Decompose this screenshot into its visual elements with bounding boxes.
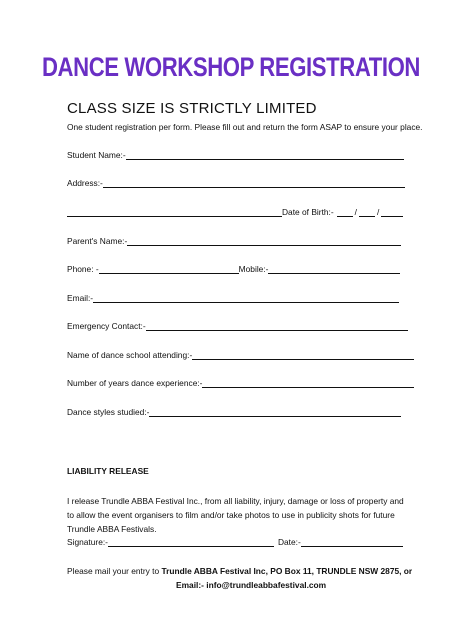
address-field-2[interactable] xyxy=(67,206,282,217)
mail-email-address[interactable]: info@trundleabbafestival.com xyxy=(206,580,327,590)
mail-instructions xyxy=(67,566,412,576)
address-label: Address:- xyxy=(67,178,103,188)
parent-name-label: Parent's Name:- xyxy=(67,236,128,246)
dob-separator: / xyxy=(377,207,380,217)
school-field[interactable] xyxy=(192,349,414,360)
phone-row xyxy=(67,260,400,274)
student-name-row xyxy=(67,146,404,160)
student-name-label: Student Name:- xyxy=(67,150,126,160)
address-row xyxy=(67,174,405,188)
mobile-label: Mobile:- xyxy=(238,264,269,274)
emergency-label: Emergency Contact:- xyxy=(67,321,146,331)
dob-label: Date of Birth:- xyxy=(282,207,334,217)
form-subtitle: CLASS SIZE IS STRICTLY LIMITED xyxy=(67,100,317,117)
mail-email-line xyxy=(176,580,326,590)
dob-year-field[interactable] xyxy=(381,206,403,217)
styles-label: Dance styles studied:- xyxy=(67,407,150,417)
parent-name-row xyxy=(67,232,401,246)
signature-field[interactable] xyxy=(108,536,274,547)
school-label: Name of dance school attending:- xyxy=(67,350,193,360)
liability-heading: LIABILITY RELEASE xyxy=(67,466,149,476)
date-field[interactable] xyxy=(301,536,403,547)
experience-label: Number of years dance experience:- xyxy=(67,378,203,388)
dob-month-field[interactable] xyxy=(359,206,375,217)
experience-field[interactable] xyxy=(202,377,414,388)
mobile-field[interactable] xyxy=(268,263,400,274)
mail-address: Trundle ABBA Festival Inc, PO Box 11, TRUNDLE NSW 2875, or xyxy=(161,566,413,576)
address-dob-row xyxy=(67,203,403,217)
signature-row xyxy=(67,533,403,547)
email-row xyxy=(67,289,399,303)
emergency-row xyxy=(67,317,408,331)
form-title: DANCE WORKSHOP REGISTRATION xyxy=(41,52,421,82)
liability-text: I release Trundle ABBA Festival Inc., from all liability, injury, damage or loss of property and to allow the event organisers to film and/or take photos to use in publicity shots for future Trundle ABBA Festivals. xyxy=(67,496,404,534)
phone-label: Phone: - xyxy=(67,264,99,274)
email-label: Email:- xyxy=(67,293,94,303)
experience-row xyxy=(67,374,414,388)
parent-name-field[interactable] xyxy=(127,235,401,246)
styles-field[interactable] xyxy=(149,406,401,417)
school-row xyxy=(67,346,414,360)
date-label: Date:- xyxy=(277,537,301,547)
styles-row xyxy=(67,403,401,417)
phone-field[interactable] xyxy=(99,263,239,274)
signature-label: Signature:- xyxy=(67,537,108,547)
email-field[interactable] xyxy=(93,292,399,303)
student-name-field[interactable] xyxy=(126,149,404,160)
form-intro: One student registration per form. Please fill out and return the form ASAP to ensure your place. xyxy=(67,122,423,132)
address-field-1[interactable] xyxy=(103,177,405,188)
emergency-field[interactable] xyxy=(146,320,408,331)
dob-day-field[interactable] xyxy=(337,206,353,217)
mail-prefix: Please mail your entry to xyxy=(67,566,160,576)
mail-email-label: Email:- xyxy=(176,580,204,590)
dob-separator: / xyxy=(354,207,357,217)
